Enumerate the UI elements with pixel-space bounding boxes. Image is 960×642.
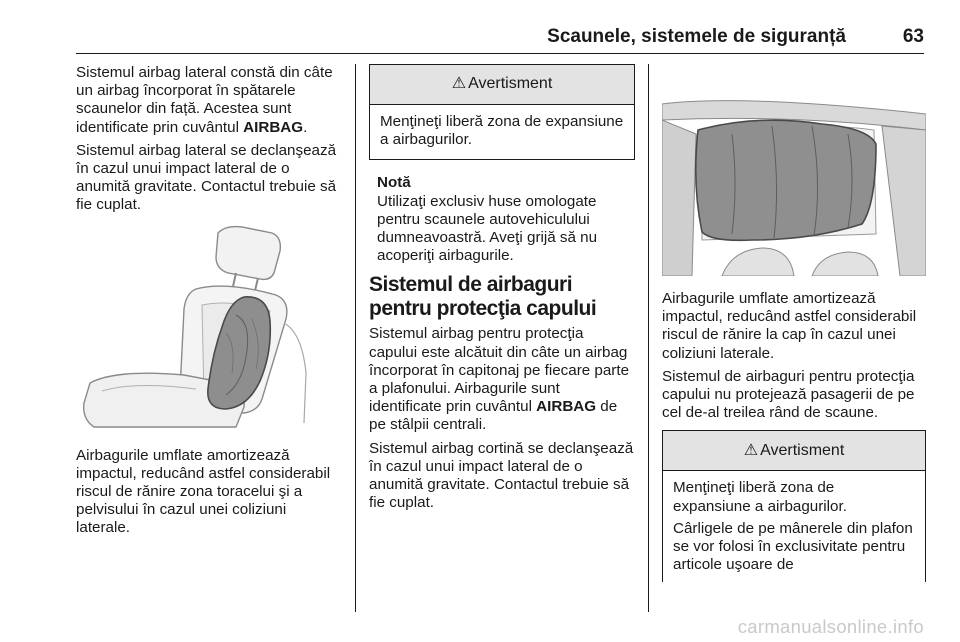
watermark: carmanualsonline.info: [737, 616, 924, 637]
curtain-airbag-deploy-paragraph: Sistemul airbag cortină se declanşează în cazul unui impact lateral de o anumită gravitate. Contactul trebuie să fie cuplat.: [369, 439, 634, 512]
side-airbag-deploy-paragraph: Sistemul airbag lateral se declanşează în cazul unui impact lateral de o anumită gravitate. Contactul trebuie să fie cuplat.: [76, 141, 337, 214]
warning-box: [662, 430, 926, 582]
side-airbag-intro-paragraph: Sistemul airbag lateral constă din câte un airbag încorporat în spătarele scaunelor din față. Acestea sunt identificate prin cuvântul AIRBAG.: [76, 64, 333, 136]
curtain-airbag-intro-paragraph: Sistemul airbag pentru protecţia capului este alcătuit din câte un airbag încorporat în capitonaj pe fiecare parte a plafonului. Airbagurile sunt identificate prin cuvântul AIRBAG de pe stâlpii centrali.: [369, 325, 630, 434]
warning-header: [370, 65, 634, 105]
warning-text-continued: Cârligele de pe mânerele din plafon se vor folosi în exclusivitate pentru articole uşoare de: [673, 519, 913, 574]
column-3: [662, 64, 926, 582]
warning-triangle-icon: ⚠: [451, 75, 467, 93]
curtain-airbag-illustration: [662, 64, 926, 276]
airbag-keyword: AIRBAG: [536, 398, 597, 416]
seat-airbag-illustration: [76, 223, 344, 433]
warning-triangle-icon: ⚠: [743, 441, 759, 459]
section-heading: Sistemul de airbaguri pentru protecţia capului: [369, 273, 597, 321]
warning-title: Avertisment: [468, 75, 553, 93]
third-row-notice-paragraph: Sistemul de airbaguri pentru protecţia capului nu protejează pasagerii de pe cel de-al treilea rând de scaune.: [662, 367, 915, 422]
column-1: [76, 64, 344, 543]
warning-text: Menţineţi liberă zona de expansiune a airbagurilor.: [673, 479, 847, 515]
warning-body: [370, 105, 634, 159]
curtain-airbag-figure-caption: Airbagurile umflate amortizează impactul, reducând astfel considerabil riscul de rănire la cap în cazul unei coliziuni laterale.: [662, 290, 917, 362]
warning-box: [369, 64, 635, 160]
column-divider-2: [648, 64, 649, 612]
airbag-keyword: AIRBAG: [243, 118, 304, 136]
column-2: [369, 64, 635, 517]
warning-header: [663, 431, 925, 471]
side-airbag-figure-caption: Airbagurile umflate amortizează impactul, reducând astfel considerabil riscul de rănire zona toracelui şi a pelvisului în cazul unei coliziuni laterale.: [76, 446, 331, 537]
page-number: 63: [902, 26, 924, 47]
column-divider-1: [355, 64, 356, 612]
note-block: [369, 174, 635, 265]
warning-text: Menţineţi liberă zona de expansiune a airbagurilor.: [380, 113, 624, 149]
note-text: Utilizaţi exclusiv huse omologate pentru scaunele autovehiculului dumneavoastră. Aveţi grijă să nu acoperiţi airbagurile.: [377, 192, 598, 265]
header-rule: [76, 53, 924, 54]
page-header: [76, 26, 924, 56]
warning-body: [663, 471, 925, 584]
warning-title: Avertisment: [760, 441, 845, 459]
page-title: Scaunele, sistemele de siguranță: [547, 26, 846, 47]
note-title: Notă: [377, 174, 411, 192]
